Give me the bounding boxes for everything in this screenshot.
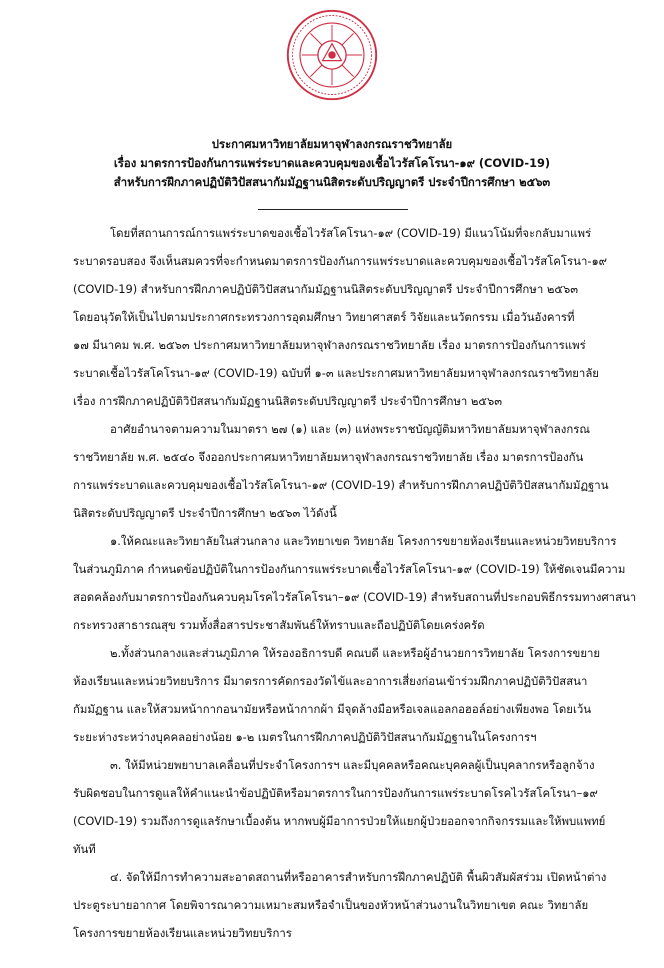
- announcement-subject: เรื่อง มาตรการป้องกันการแพร่ระบาดและควบคุมของเชื้อไวรัสโคโรนา-๑๙ (COVID-19): [113, 156, 551, 170]
- body-line: ๓. ให้มีหน่วยพยาบาลเคลื่อนที่ประจำโครงการฯ และมีบุคคลหรือคณะบุคคลผู้เป็นบุคลากรหรือลูกจ้าง: [110, 758, 595, 772]
- body-line: กัมมัฏฐาน และให้สวมหน้ากากอนามัยหรือหน้ากากผ้า มีจุดล้างมือหรือเจลแอลกอฮอล์อย่างเพียงพอ โดยเว้น: [73, 702, 592, 716]
- body-line: ระบาดเชื้อไวรัสโคโรนา-๑๙ (COVID-19) ฉบับที่ ๑-๓ และประกาศมหาวิทยาลัยมหาจุฬาลงกรณราชวิทยาลัย: [73, 366, 599, 380]
- body-line: ระยะห่างระหว่างบุคคลอย่างน้อย ๑-๒ เมตรในการฝึกภาคปฏิบัติวิปัสสนากัมมัฏฐานในโครงการฯ: [73, 730, 537, 744]
- body-line: (COVID-19) รวมถึงการดูแลรักษาเบื้องต้น หากพบผู้มีอาการป่วยให้แยกผู้ป่วยออกจากกิจกรรมและให้พบแพทย์: [73, 814, 606, 828]
- body-line: โดยที่สถานการณ์การแพร่ระบาดของเชื้อไวรัสโคโรนา-๑๙ (COVID-19) มีแนวโน้มที่จะกลับมาแพร่: [110, 226, 592, 240]
- body-line: ในส่วนภูมิภาค กำหนดข้อปฏิบัติในการป้องกันการแพร่ระบาดเชื้อไวรัสโคโรนา-๑๙ (COVID-19) ให้ชัดเจนมีความ: [73, 562, 626, 576]
- body-line: ห้องเรียนและหน่วยวิทยบริการ มีมาตรการคัดกรองวัดไข้และอาการเสี่ยงก่อนเข้าร่วมฝึกภาคปฏิบัติวิปัสสนา: [73, 674, 588, 688]
- announcement-title: ประกาศมหาวิทยาลัยมหาจุฬาลงกรณราชวิทยาลัย: [211, 137, 453, 151]
- title-divider: [258, 209, 408, 210]
- body-line: ๑๗ มีนาคม พ.ศ. ๒๕๖๓ ประกาศมหาวิทยาลัยมหาจุฬาลงกรณราชวิทยาลัย เรื่อง มาตรการป้องกันการแพร่: [73, 338, 586, 352]
- body-line: ระบาดรอบสอง จึงเห็นสมควรที่จะกำหนดมาตรการป้องกันการแพร่ระบาดและควบคุมของเชื้อไวรัสโคโรนา-๑๙: [73, 254, 608, 268]
- body-line: การแพร่ระบาดและควบคุมของเชื้อไวรัสโคโรนา-๑๙ (COVID-19) สำหรับการฝึกภาคปฏิบัติวิปัสสนากัมมัฏฐาน: [73, 478, 609, 492]
- body-line: ประตูระบายอากาศ โดยพิจารณาความเหมาะสมหรือจำเป็นของหัวหน้าส่วนงานในวิทยาเขต คณะ วิทยาลัย: [73, 898, 589, 912]
- body-line: ๔. จัดให้มีการทำความสะอาดสถานที่หรืออาคารสำหรับการฝึกภาคปฏิบัติ พื้นผิวสัมผัสร่วม เปิดหน้าต่าง: [110, 870, 607, 884]
- body-line: อาศัยอำนาจตามความในมาตรา ๒๗ (๑) และ (๓) แห่งพระราชบัญญัติมหาวิทยาลัยมหาจุฬาลงกรณ: [110, 422, 590, 436]
- body-line: ทันที: [73, 842, 96, 856]
- body-line: โครงการขยายห้องเรียนและหน่วยวิทยบริการ: [73, 926, 292, 940]
- body-line: กระทรวงสาธารณสุข รวมทั้งสื่อสารประชาสัมพันธ์ให้ทราบและถือปฏิบัติโดยเคร่งครัด: [73, 618, 485, 632]
- body-line: ๑.ให้คณะและวิทยาลัยในส่วนกลาง และวิทยาเขต วิทยาลัย โครงการขยายห้องเรียนและหน่วยวิทยบริการ: [110, 534, 617, 548]
- announcement-scope: สำหรับการฝึกภาคปฏิบัติวิปัสสนากัมมัฏฐานนิสิตระดับปริญญาตรี ประจำปีการศึกษา ๒๕๖๓: [113, 175, 551, 189]
- university-seal-logo: [285, 8, 379, 102]
- body-line: ๒.ทั้งส่วนกลางและส่วนภูมิภาค ให้รองอธิการบดี คณบดี และหรือผู้อำนวยการวิทยาลัย โครงการขยาย: [110, 646, 601, 660]
- body-line: ราชวิทยาลัย พ.ศ. ๒๕๔๐ จึงออกประกาศมหาวิทยาลัยมหาจุฬาลงกรณราชวิทยาลัย เรื่อง มาตรการป้องกัน: [73, 450, 584, 464]
- body-line: นิสิตระดับปริญญาตรี ประจำปีการศึกษา ๒๕๖๓ ไว้ดังนี้: [73, 506, 337, 520]
- body-line: เรื่อง การฝึกภาคปฏิบัติวิปัสสนากัมมัฏฐานนิสิตระดับปริญญาตรี ประจำปีการศึกษา ๒๕๖๓: [73, 394, 503, 408]
- body-line: (COVID-19) สำหรับการฝึกภาคปฏิบัติวิปัสสนากัมมัฏฐานนิสิตระดับปริญญาตรี ประจำปีการศึกษา ๒๕๖๓: [73, 282, 578, 296]
- body-line: รับผิดชอบในการดูแลให้คำแนะนำข้อปฏิบัติหรือมาตรการในการป้องกันการแพร่ระบาดโรคไวรัสโคโรนา–๑๙: [73, 786, 598, 800]
- body-line: สอดคล้องกับมาตรการป้องกันควบคุมโรคไวรัสโคโรนา–๑๙ (COVID-19) สำหรับสถานที่ประกอบพิธีกรรมทางศาสนา: [73, 590, 637, 604]
- body-line: โดยอนุวัตให้เป็นไปตามประกาศกระทรวงการอุดมศึกษา วิทยาศาสตร์ วิจัยและนวัตกรรม เมื่อวันอังคารที่: [73, 310, 575, 324]
